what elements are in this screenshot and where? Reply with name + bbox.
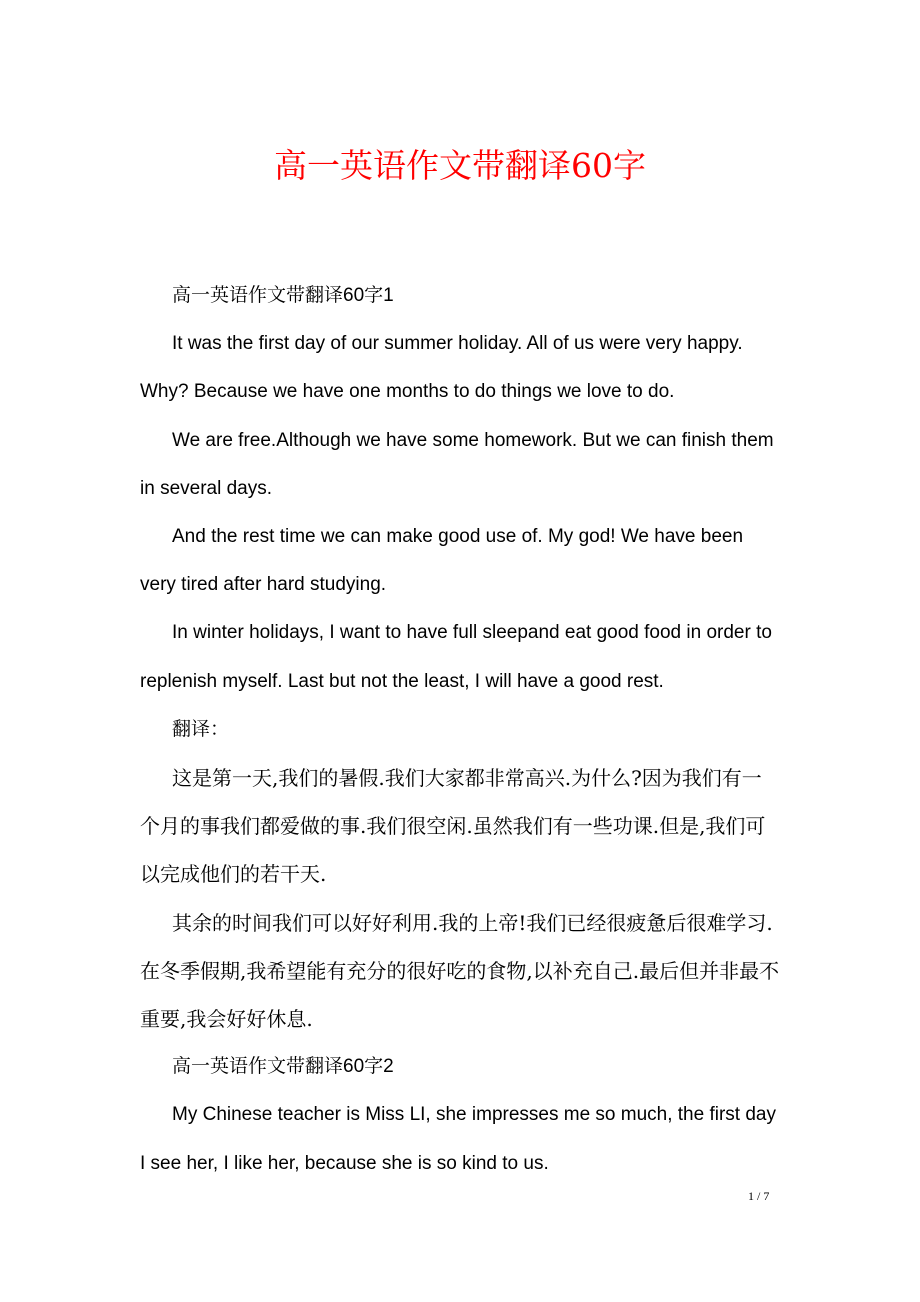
section-heading-1: 高一英语作文带翻译60字1 (172, 285, 394, 306)
english-paragraph-2: We are free.Although we have some homework. But we can finish them in several days. (140, 429, 774, 499)
document-title: 高一英语作文带翻译60字 (274, 146, 646, 185)
chinese-paragraph-2: 其余的时间我们可以好好利用.我的上帝!我们已经很疲惫后很难学习.在冬季假期,我希望能有充分的很好吃的食物,以补充自己.最后但并非最不重要,我会好好休息. (140, 910, 780, 1032)
page-number: 1 / 7 (748, 1189, 770, 1203)
english-paragraph-1: It was the first day of our summer holiday. All of us were very happy. Why? Because we have one months to do things we love to do. (140, 333, 743, 403)
english-paragraph-3: And the rest time we can make good use of. My god! We have been very tired after hard studying. (140, 526, 744, 596)
chinese-paragraph-1: 这是第一天,我们的暑假.我们大家都非常高兴.为什么?因为我们有一个月的事我们都爱做的事.我们很空闲.虽然我们有一些功课.但是,我们可以完成他们的若干天. (140, 766, 766, 887)
section-heading-2: 高一英语作文带翻译60字2 (172, 1056, 394, 1078)
translation-label: 翻译： (172, 718, 230, 740)
english-paragraph-5: My Chinese teacher is Miss LI, she impresses me so much, the first day I see her, I like her, because she is so kind to us. (140, 1104, 776, 1174)
document-body (140, 272, 780, 1188)
english-paragraph-4: In winter holidays, I want to have full sleepand eat good food in order to replenish myself. Last but not the least, I will have a good rest. (140, 622, 772, 692)
